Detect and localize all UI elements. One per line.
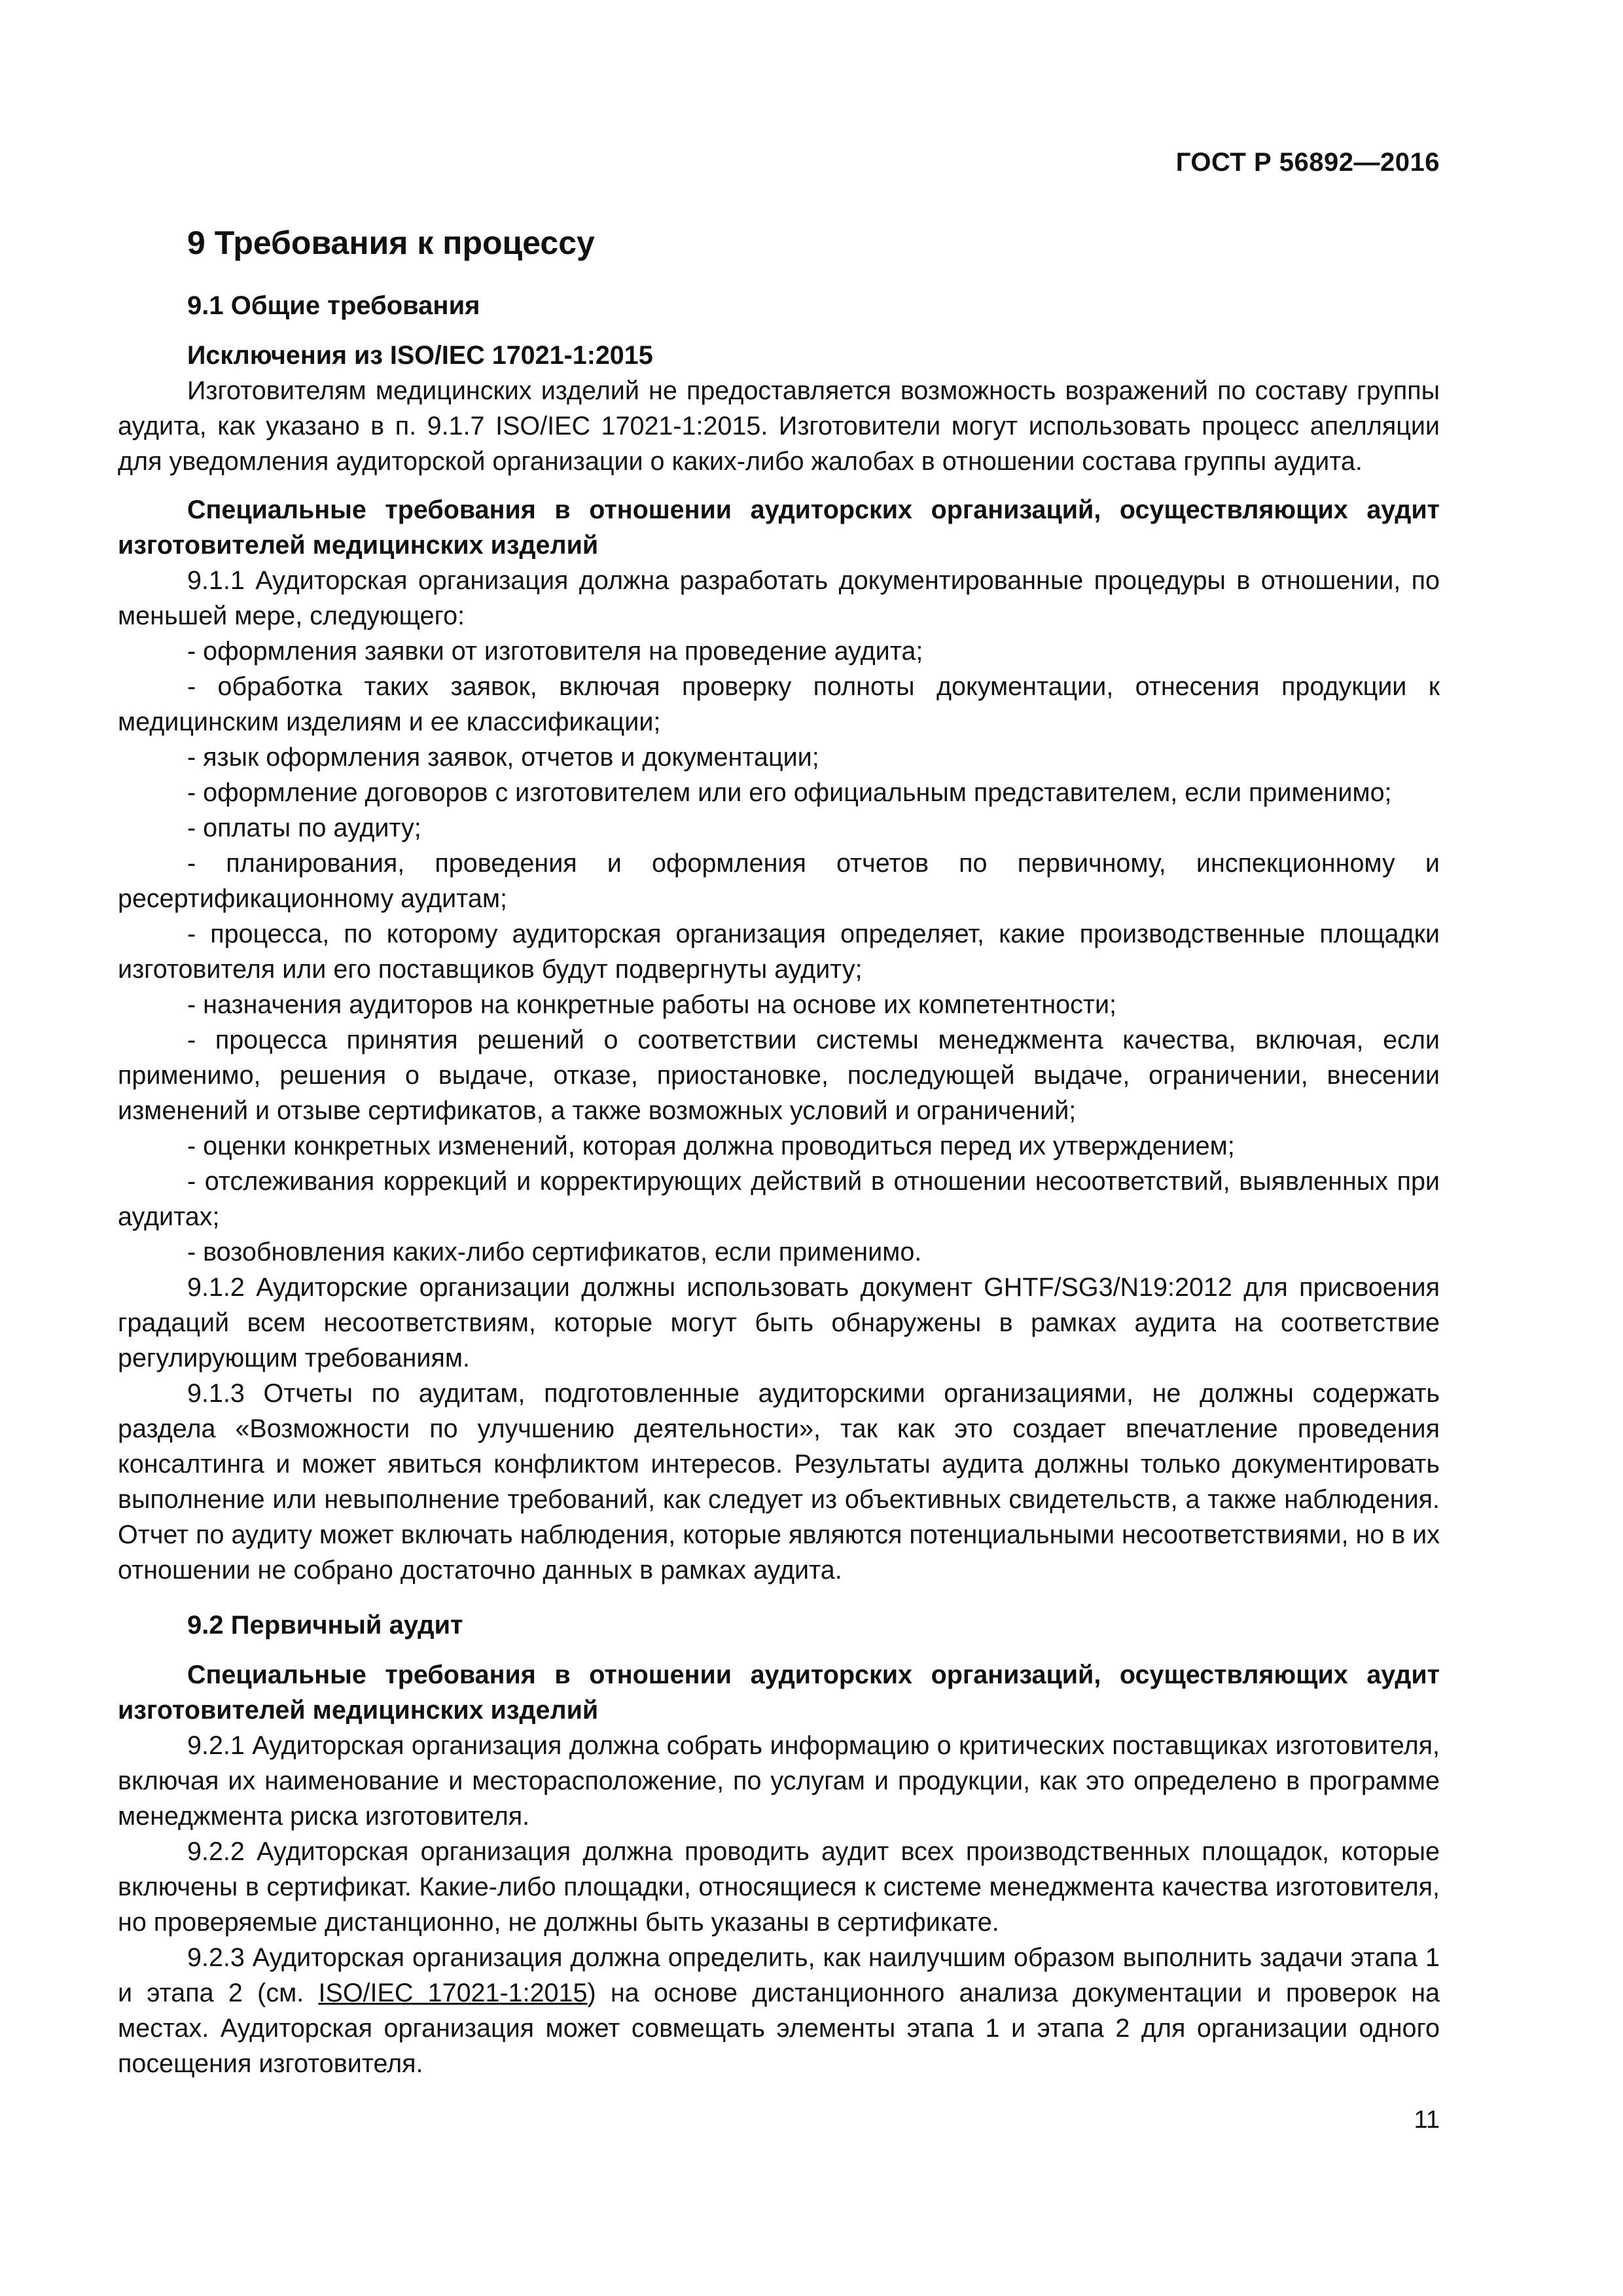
page-number: 11: [1414, 2106, 1440, 2134]
document-code: ГОСТ Р 56892—2016: [1175, 148, 1440, 177]
paragraph-9-2-2: 9.2.2 Аудиторская организация должна проводить аудит всех производственных площадок, которые включены в сертификат. Какие-либо площадки, относящиеся к системе менеджмента качества изготовителя, но проверяемые дистанционно, не должны быть указаны в сертификате.: [118, 1837, 1440, 1937]
paragraph-9-1-3: 9.1.3 Отчеты по аудитам, подготовленные аудиторскими организациями, не должны содержать раздела «Возможности по улучшению деятельности», так как это создает впечатление проведения консалтинга и может явиться конфликтом интересов. Результаты аудита должны только документировать выполнение или невыполнение требований, как следует из объективных свидетельств, а также наблюдения. Отчет по аудиту может включать наблюдения, которые являются потенциальными несоответствиями, но в их отношении не собрано достаточно данных в рамках аудита.: [118, 1379, 1440, 1585]
list-item: - оплаты по аудиту;: [187, 814, 421, 842]
list-item: - обработка таких заявок, включая проверку полноты документации, отнесения продукции к медицинским изделиям и ее классификации;: [118, 672, 1440, 736]
special-requirements-heading-9-2: Специальные требования в отношении аудиторских организаций, осуществляющих аудит изготовителей медицинских изделий: [118, 1660, 1440, 1725]
subsection-9-1-title: 9.1 Общие требования: [187, 291, 480, 320]
paragraph-9-1-1: 9.1.1 Аудиторская организация должна разработать документированные процедуры в отношении, по меньшей мере, следующего:: [118, 566, 1440, 630]
list-item: - возобновления каких-либо сертификатов, если применимо.: [187, 1238, 922, 1266]
list-item: - процесса, по которому аудиторская организация определяет, какие производственные площадки изготовителя или его поставщиков будут подвергнуты аудиту;: [118, 920, 1440, 984]
list-item: - оформление договоров с изготовителем или его официальным представителем, если применимо;: [187, 778, 1392, 807]
paragraph-9-2-3-start: 9.2.3 Аудиторская организация должна определить, как наилучшим образом выполнить задачи этапа 1 и этапа 2 (см.: [118, 1943, 1440, 2007]
list-item: - планирования, проведения и оформления отчетов по первичному, инспекционному и ресертификационному аудитам;: [118, 849, 1440, 913]
list-item: - назначения аудиторов на конкретные работы на основе их компетентности;: [187, 990, 1116, 1019]
paragraph-9-2-3: [118, 1940, 1440, 2081]
list-item: - оценки конкретных изменений, которая должна проводиться перед их утверждением;: [187, 1132, 1235, 1160]
exclusions-heading: Исключения из ISO/IEC 17021-1:2015: [187, 341, 653, 370]
paragraph-9-2-3-end: ) на основе дистанционного анализа документации и проверок на местах. Аудиторская организация может совмещать элементы этапа 1 и этапа 2 для организации одного посещения изготовителя.: [118, 1979, 1440, 2078]
list-item: - отслеживания коррекций и корректирующих действий в отношении несоответствий, выявленных при аудитах;: [118, 1167, 1440, 1231]
standard-reference-link[interactable]: ISO/IEC 17021-1:2015: [318, 1979, 588, 2007]
list-item: - язык оформления заявок, отчетов и документации;: [187, 743, 819, 772]
document-body: [118, 216, 1440, 2081]
paragraph-9-2-1: 9.2.1 Аудиторская организация должна собрать информацию о критических поставщиках изготовителя, включая их наименование и месторасположение, по услугам и продукции, как это определено в программе менеджмента риска изготовителя.: [118, 1731, 1440, 1831]
list-item: - процесса принятия решений о соответствии системы менеджмента качества, включая, если применимо, решения о выдаче, отказе, приостановке, последующей выдаче, ограничении, внесении изменений и отзыве сертификатов, а также возможных условий и ограничений;: [118, 1026, 1440, 1125]
exclusions-paragraph: Изготовителям медицинских изделий не предоставляется возможность возражений по составу группы аудита, как указано в п. 9.1.7 ISO/IEC 17021-1:2015. Изготовители могут использовать процесс апелляции для уведомления аудиторской организации о каких-либо жалобах в отношении состава группы аудита.: [118, 376, 1440, 476]
special-requirements-heading-9-1: Специальные требования в отношении аудиторских организаций, осуществляющих аудит изготовителей медицинских изделий: [118, 495, 1440, 560]
list-item: - оформления заявки от изготовителя на проведение аудита;: [187, 637, 923, 666]
section-title: 9 Требования к процессу: [187, 224, 595, 261]
subsection-9-2-title: 9.2 Первичный аудит: [187, 1611, 463, 1640]
paragraph-9-1-2: 9.1.2 Аудиторские организации должны использовать документ GHTF/SG3/N19:2012 для присвоения градаций всем несоответствиям, которые могут быть обнаружены в рамках аудита на соответствие регулирующим требованиям.: [118, 1273, 1440, 1372]
